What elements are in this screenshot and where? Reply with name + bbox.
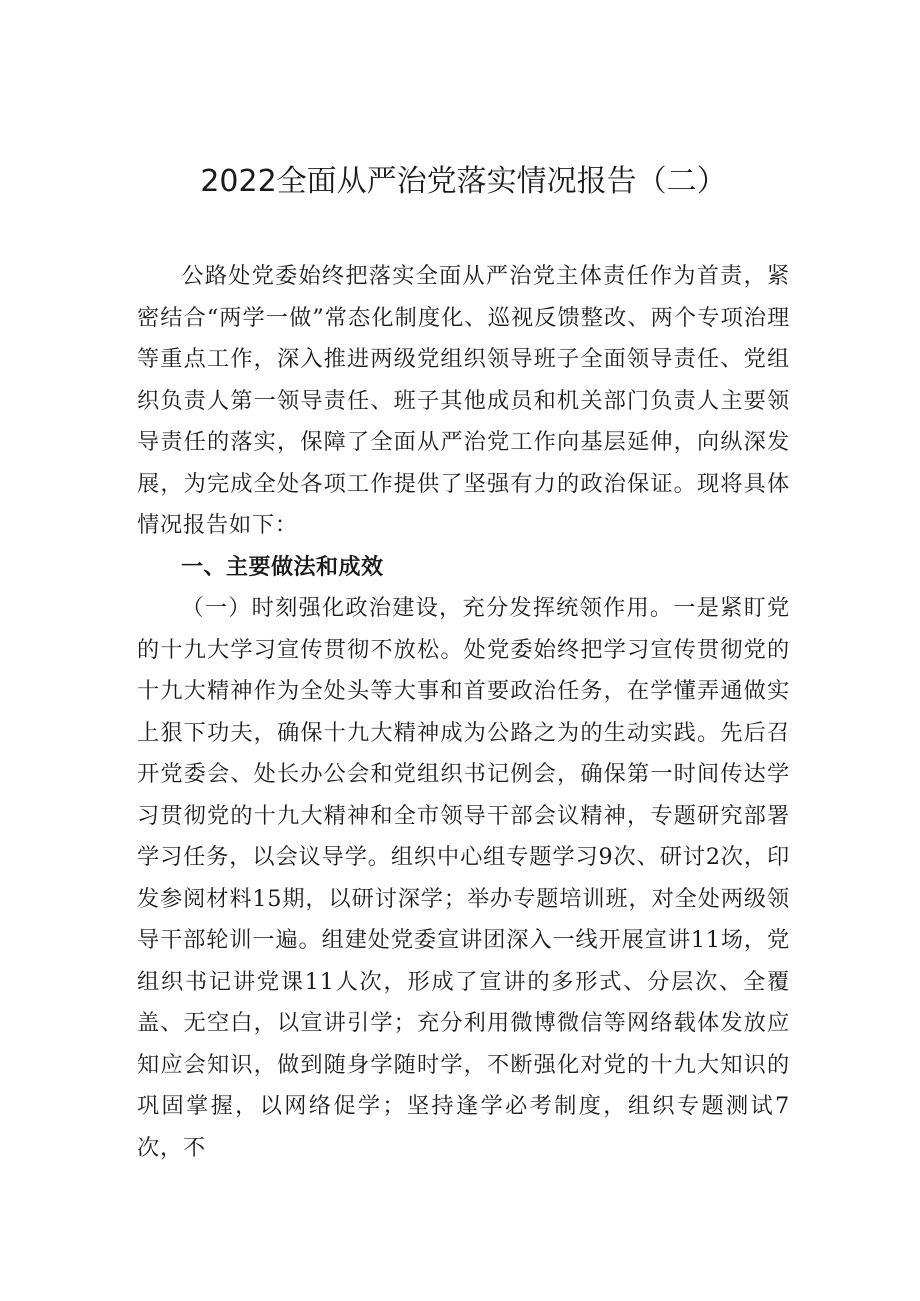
section-heading: 一、主要做法和成效 xyxy=(181,554,384,580)
document-title: 2022全面从严治党落实情况报告（二） xyxy=(200,164,727,199)
intro-paragraph: 公路处党委始终把落实全面从严治党主体责任作为首责，紧密结合“两学一做”常态化制度化、巡视反馈整改、两个专项治理等重点工作，深入推进两级党组织领导班子全面领导责任、党组织负责人第一领导责任、班子其他成员和机关部门负责人主要领导责任的落实，保障了全面从严治党工作向基层延伸，向纵深发展，为完成全处各项工作提供了坚强有力的政治保证。现将具体情况报告如下： xyxy=(137,263,790,538)
section-paragraph: （一）时刻强化政治建设，充分发挥统领作用。一是紧盯党的十九大学习宣传贯彻不放松。处党委始终把学习宣传贯彻党的十九大精神作为全处头等大事和首要政治任务，在学懂弄通做实上狠下功夫，确保十九大精神成为公路之为的生动实践。先后召开党委会、处长办公会和党组织书记例会，确保第一时间传达学习贯彻党的十九大精神和全市领导干部会议精神，专题研究部署学习任务，以会议导学。组织中心组专题学习9次、研讨2次，印发参阅材料15期，以研讨深学；举办专题培训班，对全处两级领导干部轮训一遍。组建处党委宣讲团深入一线开展宣讲11场，党组织书记讲党课11人次，形成了宣讲的多形式、分层次、全覆盖、无空白，以宣讲引学；充分利用微博微信等网络载体发放应知应会知识，做到随身学随时学，不断强化对党的十九大知识的巩固掌握，以网络促学；坚持逢学必考制度，组织专题测试7次，不 xyxy=(137,595,790,1161)
